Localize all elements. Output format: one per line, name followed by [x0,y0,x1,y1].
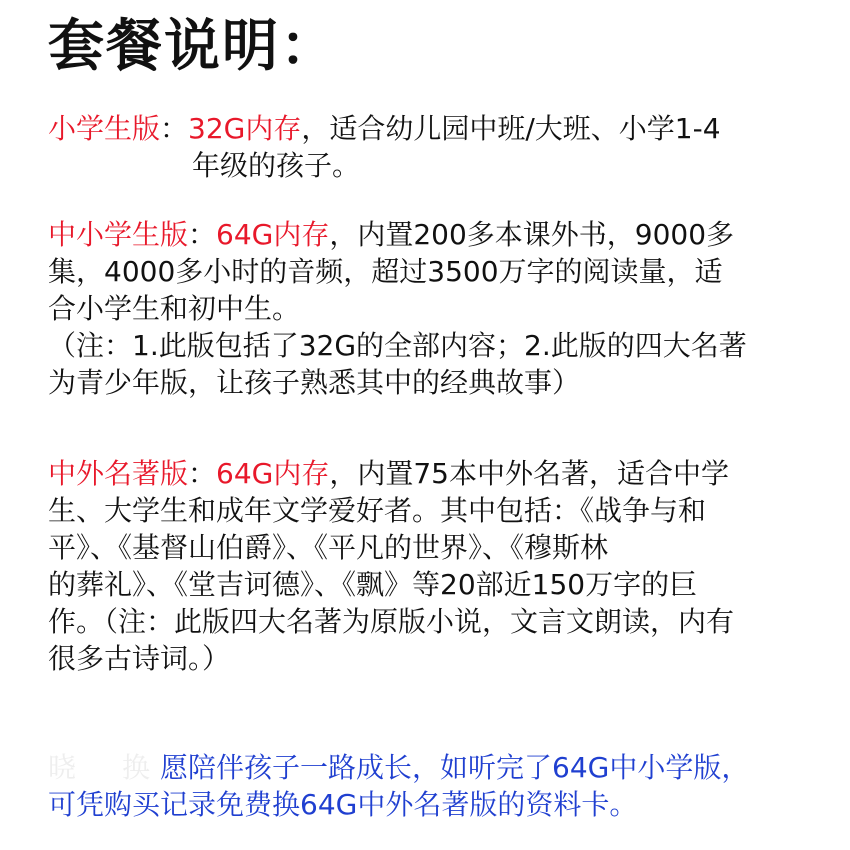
package-middle-description: ，内置200多本课外书，9000多 [329,218,735,251]
package-middle-note-2: 为青少年版，让孩子熟悉其中的经典故事） [48,366,581,399]
package-middle-note-1: （注：1.此版包括了32G的全部内容；2.此版的四大名著 [48,329,747,362]
package-primary-line-2: 年级的孩子。 [192,149,361,182]
package-middle-separator: ： [188,218,217,251]
package-classics-line-5: 作。（注：此版四大名著为原版小说，文言文朗读，内有 [48,605,735,638]
package-middle-storage: 64G内存 [216,218,330,251]
footer-line-1 [48,749,808,786]
package-primary-line-1 [48,110,808,147]
package-classics-name: 中外名著版 [48,457,189,490]
package-middle [48,216,808,401]
footer-ghost-left: 晓 [48,751,77,784]
package-classics-description: ，内置75本中外名著，适合中学 [329,457,729,490]
package-classics-line-6: 很多古诗词。） [48,642,231,675]
package-classics-line-1 [48,455,808,492]
package-primary-name: 小学生版 [48,112,161,145]
package-classics-separator: ： [188,457,217,490]
footer-note [48,749,808,823]
package-classics [48,455,808,677]
package-primary-separator: ： [160,112,189,145]
package-classics-line-3: 平》、《基督山伯爵》、《平凡的世界》、《穆斯林 [48,531,609,564]
package-middle-line-3: 合小学生和初中生。 [48,292,301,325]
package-primary-storage: 32G内存 [188,112,302,145]
footer-text-1: 愿陪伴孩子一路成长，如听完了64G中小学版， [160,751,750,784]
package-middle-line-1 [48,216,808,253]
package-middle-name: 中小学生版 [48,218,189,251]
package-primary [48,110,808,184]
package-classics-line-4: 的葬礼》、《堂吉诃德》、《飘》等20部近150万字的巨 [48,568,698,601]
package-classics-storage: 64G内存 [216,457,330,490]
page-title: 套餐说明： [48,13,338,79]
package-middle-line-2: 集，4000多小时的音频，超过3500万字的阅读量，适 [48,255,723,288]
footer-line-2: 可凭购买记录免费换64G中外名著版的资料卡。 [48,788,638,821]
package-classics-line-2: 生、大学生和成年文学爱好者。其中包括：《战争与和 [48,494,707,527]
footer-ghost-right: 换 [122,751,151,784]
package-primary-description: ，适合幼儿园中班/大班、小学1-4 [301,112,721,145]
